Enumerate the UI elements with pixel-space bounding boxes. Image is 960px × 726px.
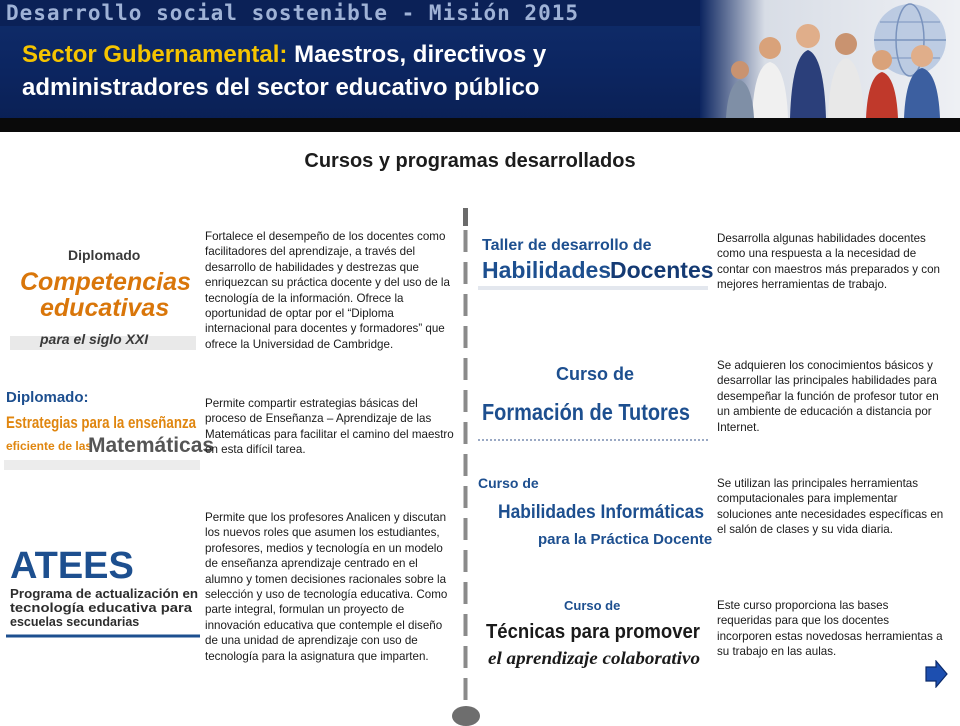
logo-competencias-educativas (10, 238, 200, 354)
description-habilidades-docentes: Desarrolla algunas habilidades docentes como una respuesta a la necesidad de contar con maestros más preparados y con mejores herramientas de trabajo. (717, 232, 940, 292)
logo-tecnicas-line-2: Técnicas para promover (486, 621, 701, 643)
logo-habilidades-informaticas-line-3: para la Práctica Docente (538, 531, 713, 548)
description-competencias-educativas: Fortalece el desempeño de los docentes como facilitadores del aprendizaje, a través del desarrollo de habilidades y destrezas que enriquezcan su práctica docente y del uso de la tecnología de la información. Ofrece la oportunidad de optar por el “Diploma internacional para docentes y formadores” que ofrece la Universidad de Cambridge. (205, 230, 450, 351)
description-formacion-tutores: Se adquieren los conocimientos básicos y desarrollar las principales habilidades para desempeñar la función de profesor tutor en un ambiente de educación a distancia por Internet. (717, 359, 939, 434)
description-tecnicas-aprendizaje-colaborativo: Este curso proporciona las bases requeridas para que los docentes incorporen estas novedosas herramientas a su trabajo en las aulas. (717, 599, 943, 659)
header-banner (0, 0, 960, 132)
logo-habilidades-docentes (478, 230, 714, 292)
logo-atees-line-1: ATEES (10, 545, 134, 587)
center-divider (462, 208, 470, 720)
logo-habilidades-informaticas-line-1: Curso de (478, 475, 539, 491)
logo-habilidades-docentes-line-3: Docentes (610, 257, 714, 283)
logo-tecnicas-line-1: Curso de (564, 598, 621, 613)
description-habilidades-informaticas: Se utilizan las principales herramientas computacionales para implementar soluciones ante necesidades específicas en el salón de clases y su vida diaria. (717, 477, 944, 537)
logo-formacion-tutores (478, 358, 708, 444)
divider-knob (452, 706, 480, 726)
logo-formacion-tutores-line-2: Formación de Tutores (482, 399, 690, 425)
logo-estrategias-line-2: Estrategias para la enseñanza (6, 413, 197, 432)
logo-atees-line-4: escuelas secundarias (10, 615, 140, 629)
page-title (22, 38, 702, 104)
page-title-rest: Maestros, directivos y administradores del sector educativo público (22, 41, 547, 101)
logo-tecnicas-line-3: el aprendizaje colaborativo (488, 648, 700, 668)
logo-competencias-line-4: para el siglo XXI (40, 331, 149, 347)
logo-tecnicas-aprendizaje-colaborativo (482, 596, 708, 676)
logo-habilidades-docentes-line-1: Taller de desarrollo de (482, 237, 652, 254)
logo-estrategias-matematicas (4, 386, 215, 470)
header-photo (700, 0, 960, 118)
logo-habilidades-informaticas-line-2: Habilidades Informáticas (498, 502, 704, 523)
logo-atees (6, 542, 200, 638)
next-arrow-icon[interactable] (924, 660, 948, 688)
header-tagline: Desarrollo social sostenible - Misión 2015 (6, 1, 580, 25)
description-atees: Permite que los profesores Analicen y discutan los nuevos roles que asumen los estudiantes, profesores, medios y tecnología en un modelo de enseñanza aprendizaje centrado en el alumno y tomen decisiones racionales sobre la selección y uso de tecnología educativa. Como parte integral, formulan un proyecto de innovación educativa que contemple el diseño de una unidad de aprendizaje con uso de tecnología para la asignatura que imparten. (205, 511, 448, 663)
logo-atees-line-3: tecnología educativa para (10, 601, 194, 615)
section-title: Cursos y programas desarrollados (304, 150, 636, 172)
logo-estrategias-line-3: eficiente de las (6, 439, 93, 453)
description-estrategias-matematicas: Permite compartir estrategias básicas del proceso de Enseñanza – Aprendizaje de las Matemáticas para facilitar el camino del maestro en esta difícil tarea. (205, 397, 454, 457)
logo-competencias-line-2: Competencias (20, 268, 191, 296)
logo-habilidades-docentes-line-2: Habilidades (482, 257, 612, 283)
logo-competencias-line-1: Diplomado (68, 247, 141, 263)
logo-habilidades-informaticas (476, 472, 713, 558)
header-bottom-bar (0, 118, 960, 132)
logo-atees-line-2: Programa de actualización en (10, 587, 198, 601)
page-title-accent: Sector Gubernamental: (22, 41, 288, 68)
logo-estrategias-line-1: Diplomado: (6, 389, 89, 406)
logo-estrategias-line-4: Matemáticas (88, 434, 215, 457)
logo-competencias-line-3: educativas (40, 294, 170, 322)
logo-formacion-tutores-line-1: Curso de (556, 364, 635, 384)
